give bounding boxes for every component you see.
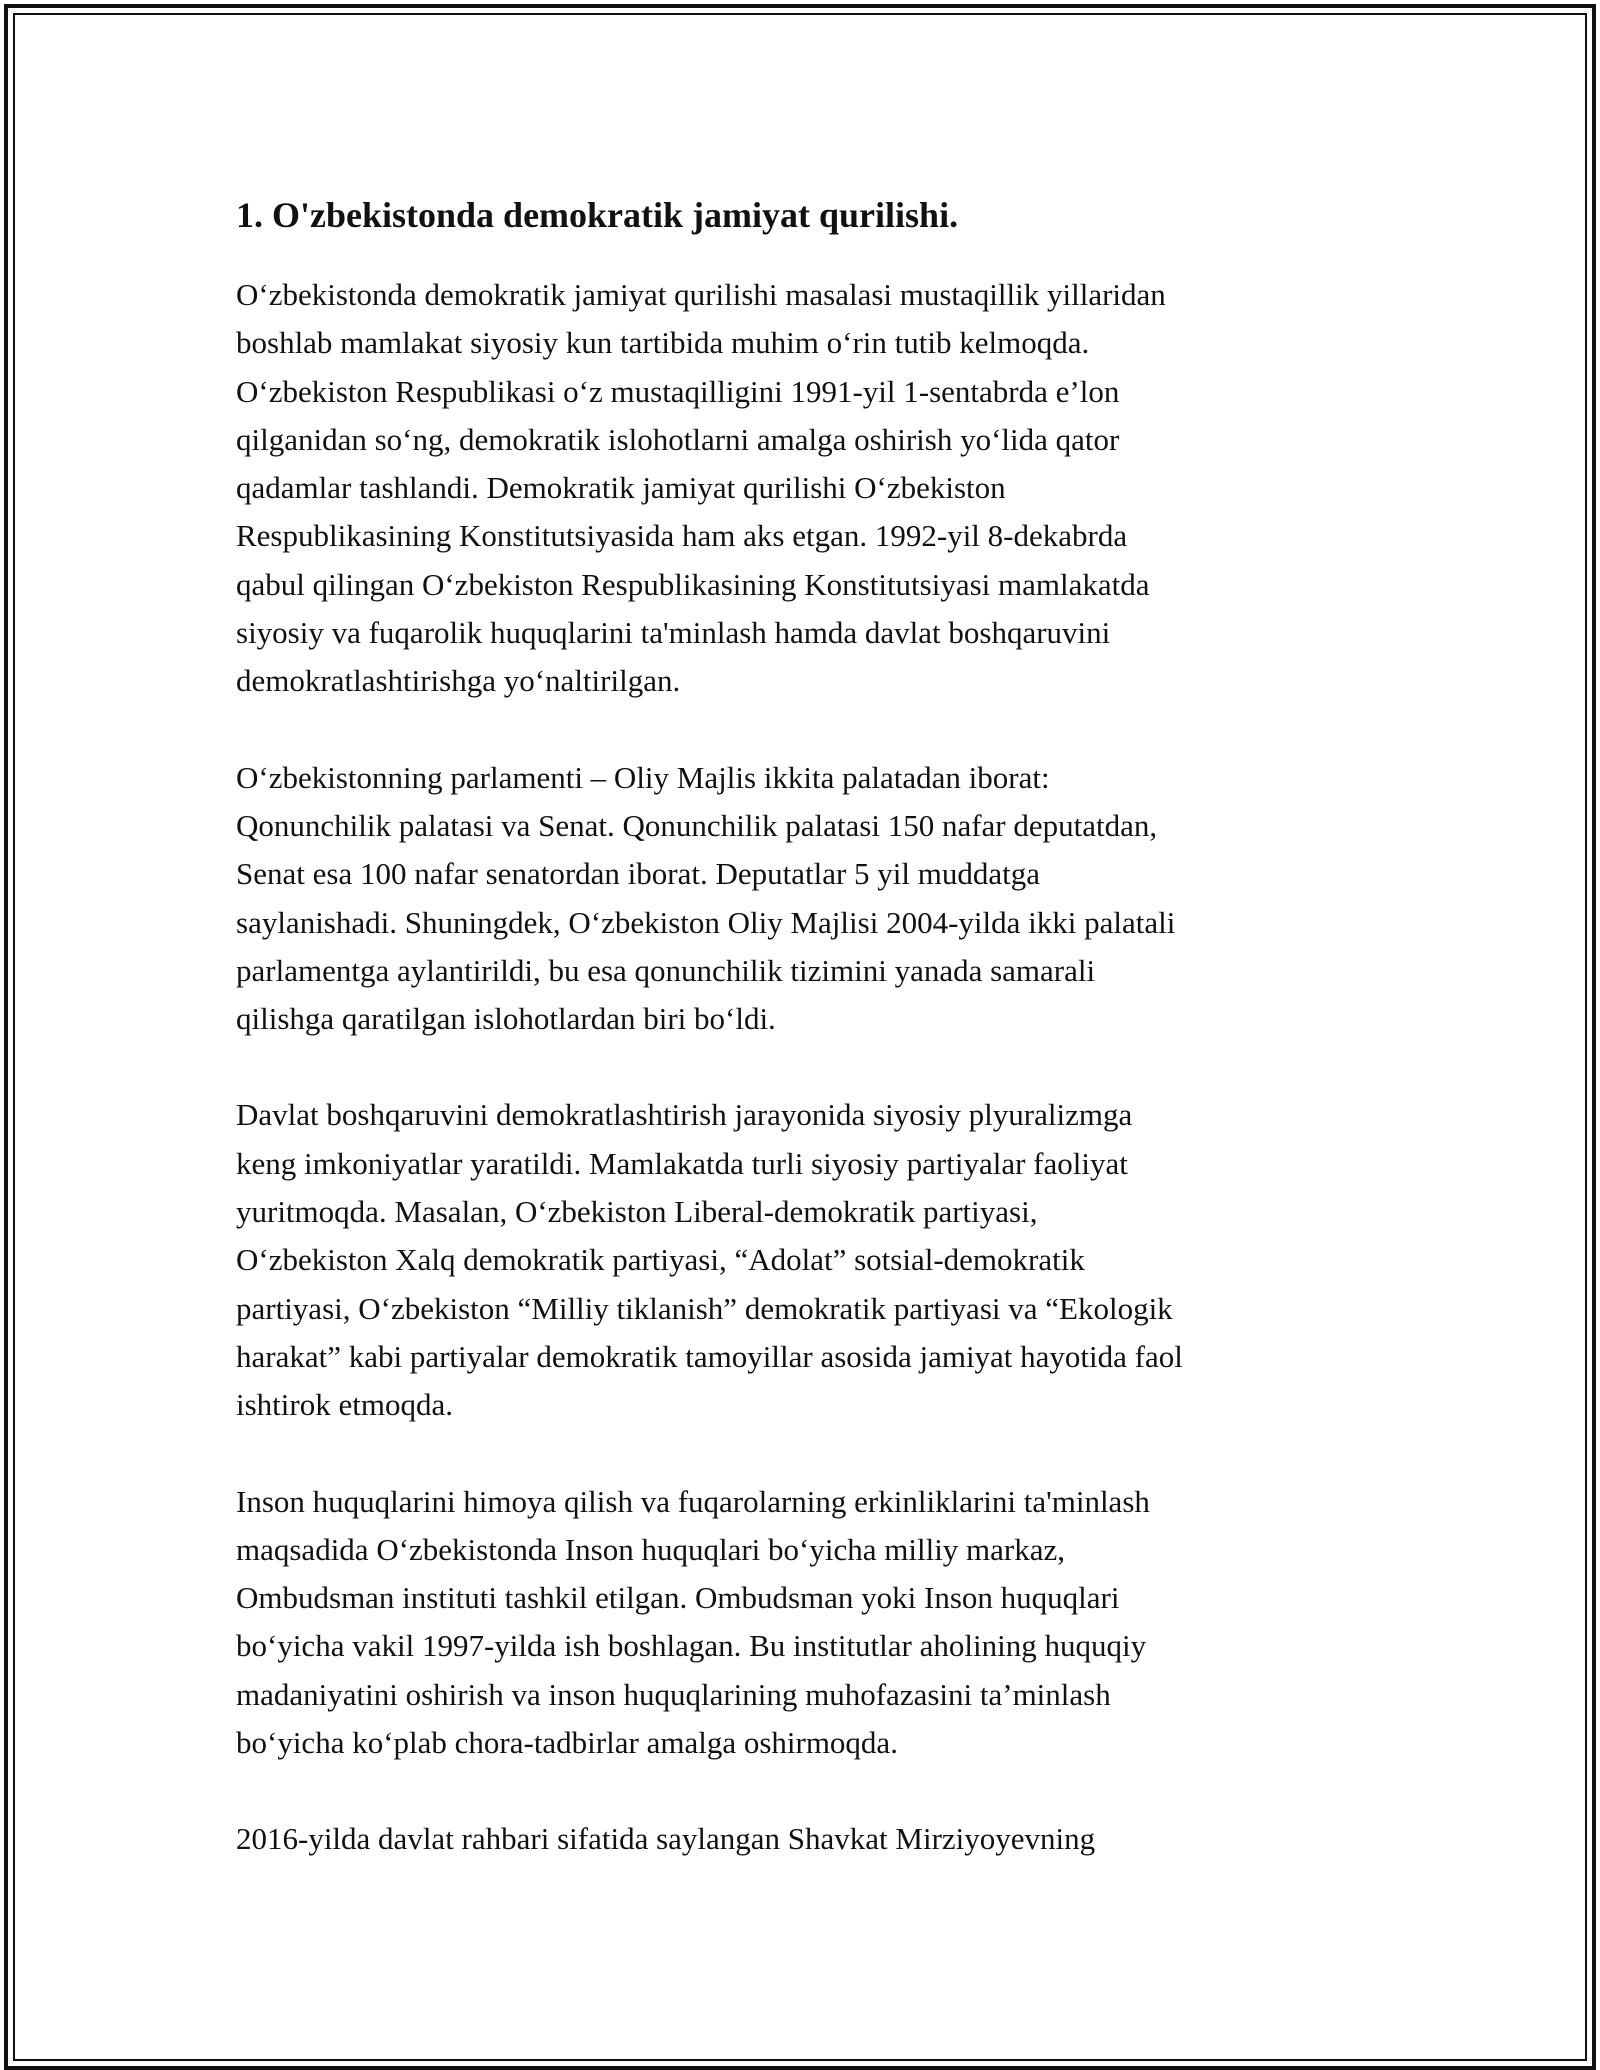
section-heading: 1. O'zbekistonda demokratik jamiyat qurilishi. (236, 195, 959, 235)
paragraph: O‘zbekistonda demokratik jamiyat qurilishi masalasi mustaqillik yillaridan boshlab mamlakat siyosiy kun tartibida muhim o‘rin tutib kelmoqda. O‘zbekiston Respublikasi o‘z mustaqilligini 1991-yil 1-sentabrda e’lon qilganidan so‘ng, demokratik islohotlarni amalga oshirish yo‘lida qator qadamlar tashlandi. Demokratik jamiyat qurilishi O‘zbekiston Respublikasining Konstitutsiyasida ham aks etgan. 1992-yil 8-dekabrda qabul qilingan O‘zbekiston Respublikasining Konstitutsiyasi mamlakatda siyosiy va fuqarolik huquqlarini ta'minlash hamda davlat boshqaruvini demokratlashtirishga yo‘naltirilgan. (236, 277, 1166, 699)
paragraph: Davlat boshqaruvini demokratlashtirish jarayonida siyosiy plyuralizmga keng imkoniyatlar yaratildi. Mamlakatda turli siyosiy partiyalar faoliyat yuritmoqda. Masalan, O‘zbekiston Liberal-demokratik partiyasi, O‘zbekiston Xalq demokratik partiyasi, “Adolat” sotsial-demokratik partiyasi, O‘zbekiston “Milliy tiklanish” demokratik partiyasi va “Ekologik harakat” kabi partiyalar demokratik tamoyillar asosida jamiyat hayotida faol ishtirok etmoqda. (236, 1097, 1183, 1423)
document-body (236, 187, 1366, 1912)
paragraph: O‘zbekistonning parlamenti – Oliy Majlis ikkita palatadan iborat: Qonunchilik palatasi va Senat. Qonunchilik palatasi 150 nafar deputatdan, Senat esa 100 nafar senatordan iborat. Deputatlar 5 yil muddatga saylanishadi. Shuningdek, O‘zbekiston Oliy Majlisi 2004-yilda ikki palatali parlamentga aylantirildi, bu esa qonunchilik tizimini yanada samarali qilishga qaratilgan islohotlardan biri bo‘ldi. (236, 759, 1176, 1037)
paragraph: Inson huquqlarini himoya qilish va fuqarolarning erkinliklarini ta'minlash maqsadida O‘zbekistonda Inson huquqlari bo‘yicha milliy markaz, Ombudsman instituti tashkil etilgan. Ombudsman yoki Inson huquqlari bo‘yicha vakil 1997-yilda ish boshlagan. Bu institutlar aholining huquqiy madaniyatini oshirish va inson huquqlarining muhofazasini ta’minlash bo‘yicha ko‘plab chora-tadbirlar amalga oshirmoqda. (236, 1483, 1150, 1761)
paragraph: 2016-yilda davlat rahbari sifatida saylangan Shavkat Mirziyoyevning (236, 1821, 1096, 1857)
